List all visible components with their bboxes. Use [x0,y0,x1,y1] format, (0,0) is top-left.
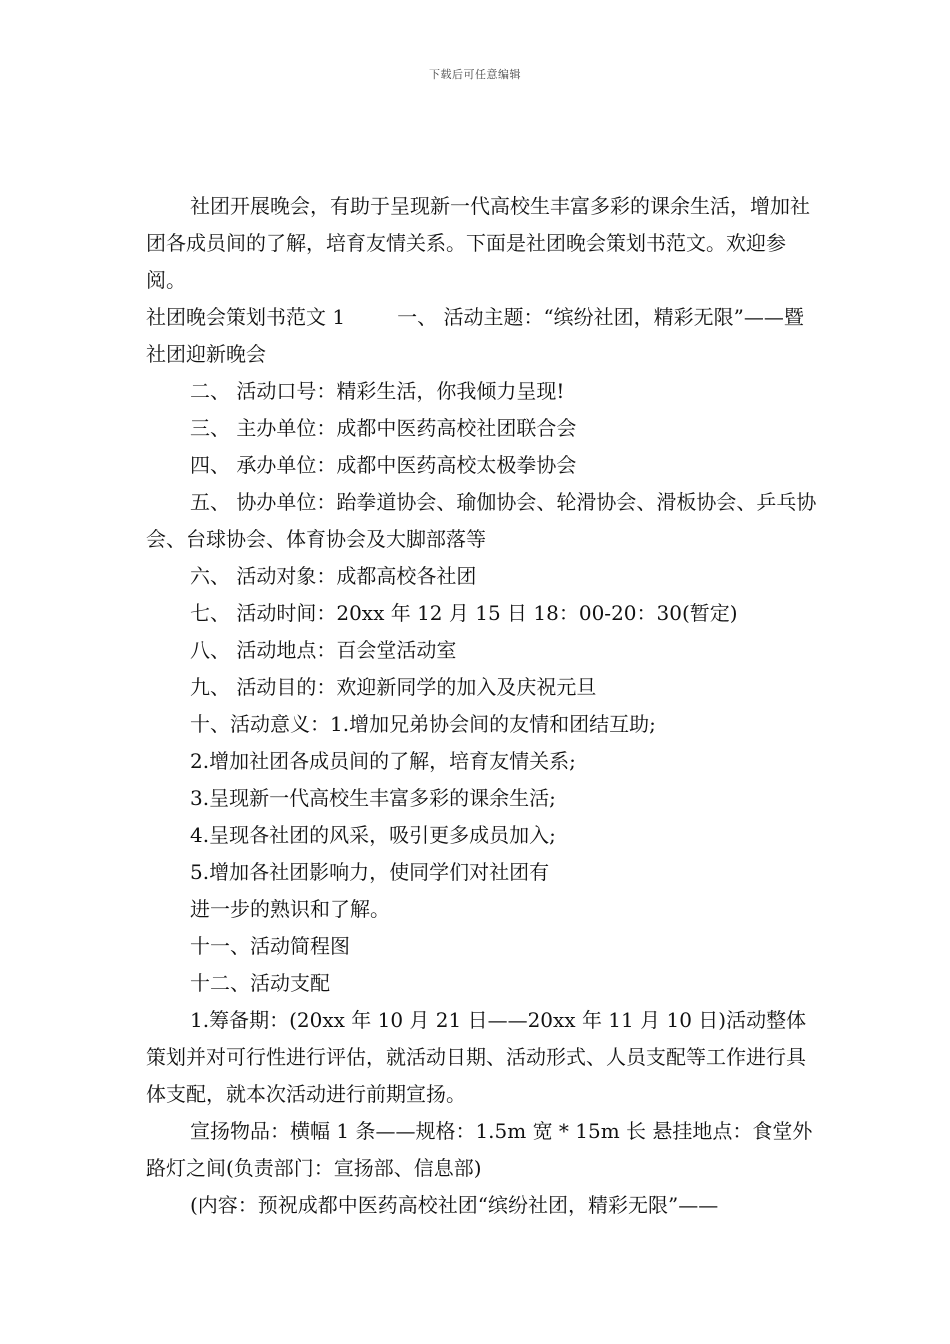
paragraph-significance: 十、活动意义：1.增加兄弟协会间的友情和团结互助; [190,712,656,736]
paragraph-audience: 六、 活动对象：成都高校各社团 [190,564,477,588]
paragraph-arrangement: 十二、活动支配 [190,971,330,995]
document-body [146,188,822,1224]
paragraph-section-title [146,299,822,373]
section-title: 社团晚会策划书范文 1 [146,305,346,329]
paragraph-organizer: 四、 承办单位：成都中医药高校太极拳协会 [190,453,577,477]
paragraph-significance-4: 4.呈现各社团的风采，吸引更多成员加入; [190,823,556,847]
paragraph-content: (内容：预祝成都中医药高校社团“缤纷社团，精彩无限”—— [190,1193,719,1217]
paragraph-purpose: 九、 活动目的：欢迎新同学的加入及庆祝元旦 [190,675,597,699]
paragraph-flowchart: 十一、活动简程图 [190,934,350,958]
paragraph-significance-2: 2.增加社团各成员间的了解，培育友情关系; [190,749,576,773]
activity-theme: 一、 活动主题：“缤纷社团，精彩无限”——暨社团迎新晚会 [146,305,804,366]
paragraph-significance-3: 3.呈现新一代高校生丰富多彩的课余生活; [190,786,556,810]
paragraph-preparation: 1.筹备期：(20xx 年 10 月 21 日——20xx 年 11 月 10 日)活动整体策划并对可行性进行评估，就活动日期、活动形式、人员支配等工作进行具体支配，就本次活动进行前期宣扬。 [146,1008,807,1106]
paragraph-time: 七、 活动时间：20xx 年 12 月 15 日 18：00-20：30(暂定) [190,601,738,625]
paragraph-promo-items: 宣扬物品：横幅 1 条——规格：1.5m 宽 * 15m 长 悬挂地点：食堂外路灯之间(负责部门：宣扬部、信息部) [146,1119,813,1180]
paragraph-slogan: 二、 活动口号：精彩生活，你我倾力呈现! [190,379,565,403]
paragraph-significance-5: 5.增加各社团影响力，使同学们对社团有 [190,860,550,884]
paragraph-location: 八、 活动地点：百会堂活动室 [190,638,457,662]
page-header: 下载后可任意编辑 [429,68,521,81]
paragraph-intro: 社团开展晚会，有助于呈现新一代高校生丰富多彩的课余生活，增加社团各成员间的了解，培育友情关系。下面是社团晚会策划书范文。欢迎参阅。 [146,194,810,292]
paragraph-significance-5-cont: 进一步的熟识和了解。 [190,897,390,921]
paragraph-host: 三、 主办单位：成都中医药高校社团联合会 [190,416,577,440]
paragraph-co-organizer: 五、 协办单位：跆拳道协会、瑜伽协会、轮滑协会、滑板协会、乒乓协会、台球协会、体育协会及大脚部落等 [146,490,817,551]
